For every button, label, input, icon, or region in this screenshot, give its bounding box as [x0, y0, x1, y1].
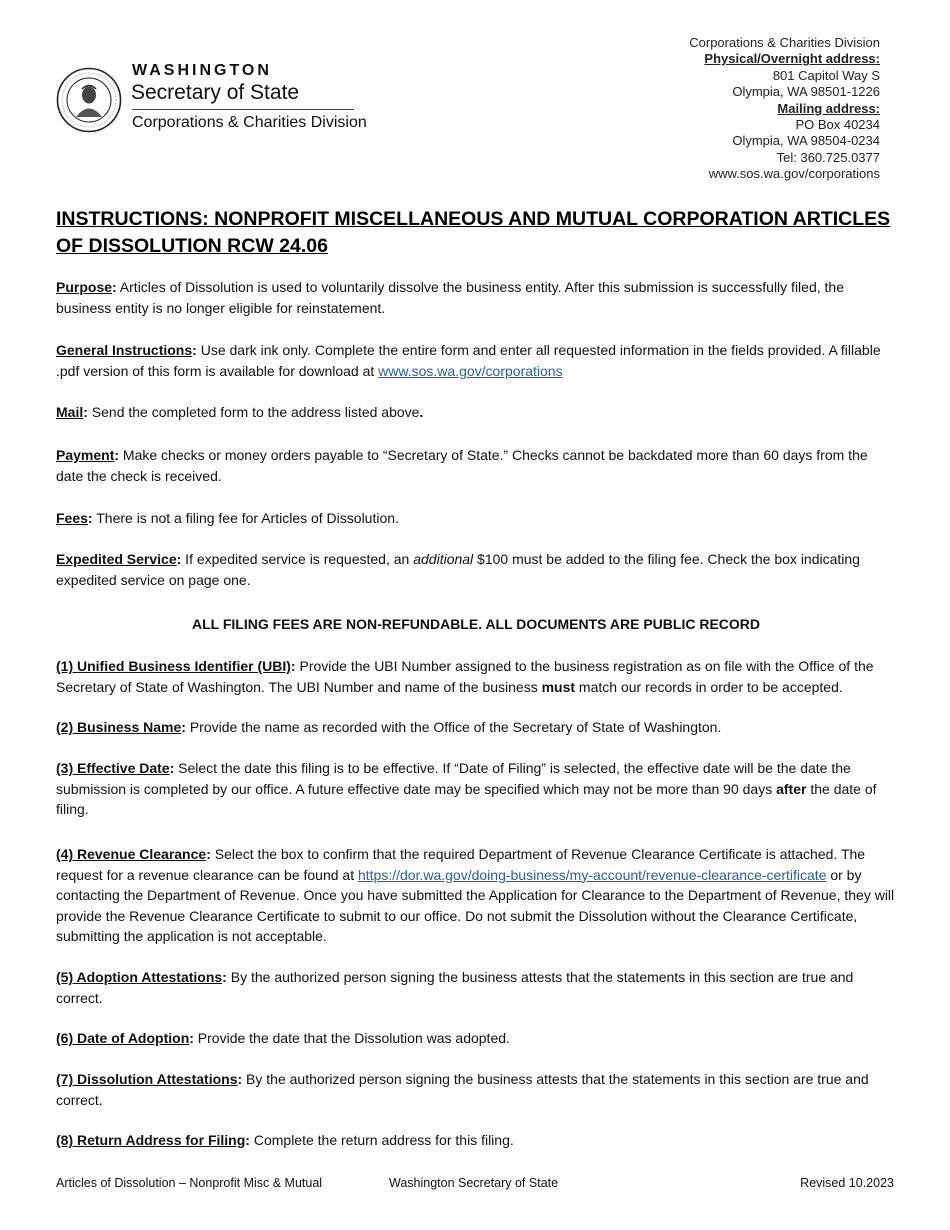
payment-text: Make checks or money orders payable to “Secretary of State.” Checks cannot be backdated more than 60 days from the date the check is received.	[56, 447, 868, 484]
purpose-text: Articles of Dissolution is used to voluntarily dissolve the business entity. After this submission is successfully filed, the business entity is no longer eligible for reinstatement.	[56, 279, 844, 316]
mail-paragraph: Mail: Send the completed form to the address listed above.	[56, 404, 424, 420]
return-address-label: (8) Return Address for Filing	[56, 1132, 246, 1148]
mail-label: Mail	[56, 404, 84, 420]
fees-label: Fees	[56, 510, 88, 526]
general-instructions-label: General Instructions	[56, 342, 193, 358]
ubi-paragraph: (1) Unified Business Identifier (UBI): Provide the UBI Number assigned to the business registration as on file with the Office of the Secretary of State of Washington. The UBI Number and name of the business must match our records in order to be accepted.	[56, 658, 874, 695]
fees-text: There is not a filing fee for Articles of Dissolution.	[92, 510, 399, 526]
fees-notice: ALL FILING FEES ARE NON-REFUNDABLE. ALL DOCUMENTS ARE PUBLIC RECORD	[191, 616, 761, 632]
page-title: INSTRUCTIONS: NONPROFIT MISCELLANEOUS AND MUTUAL CORPORATION ARTICLES OF DISSOLUTION RCW 24.06	[56, 208, 891, 257]
sos-logo	[56, 60, 386, 138]
revenue-clearance-label: (4) Revenue Clearance	[56, 846, 207, 862]
dissolution-attestations-label: (7) Dissolution Attestations	[56, 1071, 238, 1087]
fees-paragraph: Fees: There is not a filing fee for Articles of Dissolution.	[56, 510, 399, 526]
general-instructions-text: Use dark ink only. Complete the entire form and enter all requested information in the fields provided. A fillable .pdf version of this form is available for download at	[56, 342, 881, 379]
return-address-paragraph: (8) Return Address for Filing: Complete the return address for this filing.	[56, 1132, 514, 1148]
footer-agency: Washington Secretary of State	[389, 1176, 559, 1190]
effective-date-label: (3) Effective Date	[56, 760, 170, 776]
footer-form-name: Articles of Dissolution – Nonprofit Misc & Mutual	[56, 1176, 323, 1190]
purpose-label: Purpose	[56, 279, 113, 295]
revenue-clearance-link[interactable]: https://dor.wa.gov/doing-business/my-account/revenue-clearance-certificate	[357, 866, 827, 883]
sos-corporations-link[interactable]: www.sos.wa.gov/corporations	[378, 362, 563, 379]
logo-secretary-of-state: Secretary of State	[131, 81, 300, 104]
date-of-adoption-label: (6) Date of Adoption	[56, 1030, 190, 1046]
adoption-attestations-label: (5) Adoption Attestations	[56, 969, 223, 985]
dissolution-attestations-paragraph: (7) Dissolution Attestations: By the authorized person signing the business attests that the statements in this section are true and correct.	[56, 1071, 869, 1108]
general-instructions-paragraph: General Instructions: Use dark ink only. Complete the entire form and enter all requested information in the fields provided. A fillable .pdf version of this form is available for download at www.sos.wa.gov/corporations	[56, 342, 881, 379]
logo-divider	[132, 109, 354, 110]
effective-date-paragraph: (3) Effective Date: Select the date this filing is to be effective. If “Date of Filing” is selected, the effective date will be the date the submission is completed by our office. A future effective date may be specified which may not be more than 90 days after the date of filing.	[56, 760, 877, 818]
expedited-service-label: Expedited Service	[56, 551, 177, 567]
payment-label: Payment	[56, 447, 115, 463]
business-name-paragraph: (2) Business Name: Provide the name as recorded with the Office of the Secretary of State of Washington.	[56, 719, 722, 735]
physical-address-line1: 801 Capitol Way S	[772, 67, 880, 83]
physical-address-heading: Physical/Overnight address:	[704, 51, 880, 67]
adoption-attestations-paragraph: (5) Adoption Attestations: By the authorized person signing the business attests that the statements in this section are true and correct.	[56, 969, 854, 1006]
website: www.sos.wa.gov/corporations	[708, 166, 880, 182]
address-block	[689, 35, 880, 183]
revenue-clearance-paragraph: (4) Revenue Clearance: Select the box to confirm that the required Department of Revenue Clearance Certificate is attached. The request for a revenue clearance can be found at https://dor.wa.gov/doing-business/my-account/revenue-clearance-certificate or by contacting the Department of Revenue. Once you have submitted the Application for Clearance to the Department of Revenue, they will provide the Revenue Clearance Certificate to submit to our office. Do not submit the Dissolution without the Clearance Certificate, submitting the application is not acceptable.	[56, 846, 895, 945]
mailing-address-line1: PO Box 40234	[795, 117, 880, 133]
expedited-service-paragraph: Expedited Service: If expedited service is requested, an additional $100 must be added to the filing fee. Check the box indicating expedited service on page one.	[56, 551, 860, 588]
mailing-address-heading: Mailing address:	[777, 100, 880, 116]
date-of-adoption-paragraph: (6) Date of Adoption: Provide the date that the Dissolution was adopted.	[56, 1030, 510, 1046]
footer-revision: Revised 10.2023	[800, 1176, 894, 1190]
ubi-label: (1) Unified Business Identifier (UBI)	[56, 658, 291, 674]
business-name-label: (2) Business Name	[56, 719, 182, 735]
telephone: Tel: 360.725.0377	[776, 149, 880, 165]
payment-paragraph: Payment: Make checks or money orders payable to “Secretary of State.” Checks cannot be backdated more than 60 days from the date the check is received.	[56, 447, 868, 484]
logo-washington: WASHINGTON	[132, 62, 272, 79]
mail-text: Send the completed form to the address listed above	[87, 404, 420, 420]
purpose-paragraph: Purpose: Articles of Dissolution is used to voluntarily dissolve the business entity. After this submission is successfully filed, the business entity is no longer eligible for reinstatement.	[56, 279, 844, 316]
state-seal-icon	[56, 67, 122, 133]
address-division: Corporations & Charities Division	[689, 35, 880, 50]
mailing-address-line2: Olympia, WA 98504-0234	[732, 133, 880, 149]
physical-address-line2: Olympia, WA 98501-1226	[732, 84, 880, 100]
logo-division: Corporations & Charities Division	[132, 114, 367, 131]
